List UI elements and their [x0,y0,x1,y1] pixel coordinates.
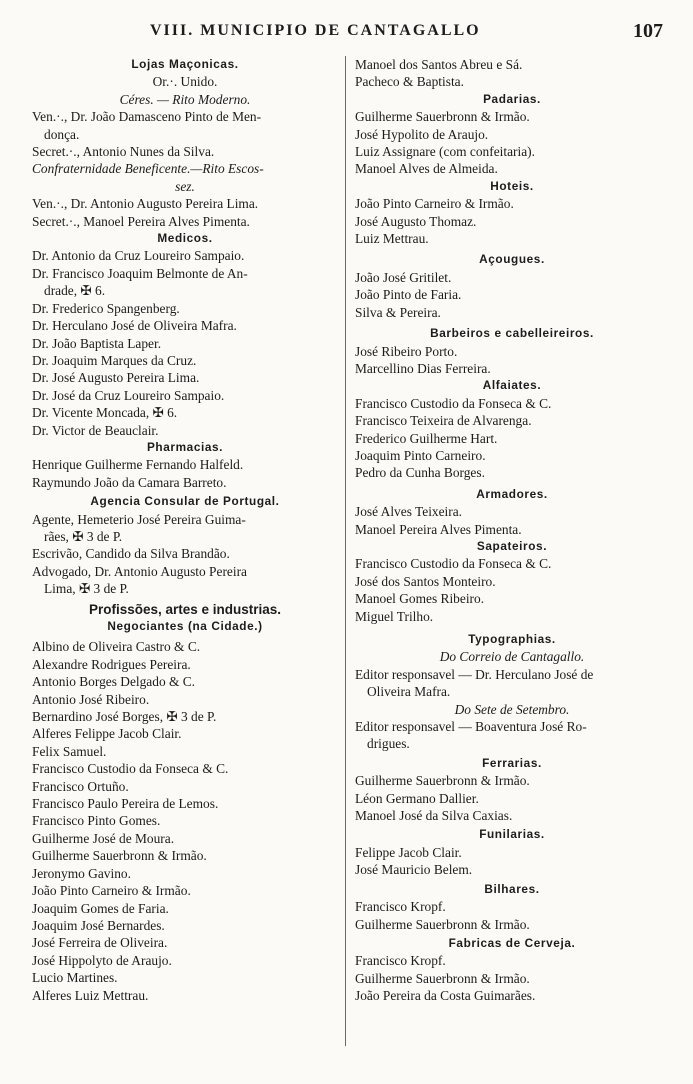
list-item: Francisco Paulo Pereira de Lemos. [32,796,219,812]
list-item: Dr. João Baptista Laper. [32,335,162,351]
list-item: Francisco Custodio da Fonseca & C. [355,395,552,411]
list-item: Dr. Victor de Beauclair. [32,422,159,438]
list-item: João Pinto Carneiro & Irmão. [355,196,514,212]
list-item: Francisco Pinto Gomes. [32,813,161,829]
list-item: Luiz Mettrau. [355,231,429,247]
list-item: Guilherme Sauerbronn & Irmão. [355,916,530,932]
section-heading-bilhares: Bilhares. [484,881,540,896]
list-item: Antonio Borges Delgado & C. [32,674,196,690]
list-item: Raymundo João da Camara Barreto. [32,474,227,490]
list-item: Editor responsavel — Boaventura José Ro- [355,719,587,735]
list-item: Silva & Pereira. [355,304,441,320]
list-item: José Ferreira de Oliveira. [32,935,168,951]
section-heading-hoteis: Hoteis. [490,178,534,193]
lojas-confrat: Confraternidade Beneficente.—Rito Escos- [32,161,264,177]
list-item: Lima, ✠ 3 de P. [44,581,129,597]
section-heading-acougues: Açougues. [479,252,545,267]
list-item: José dos Santos Monteiro. [355,573,496,589]
list-item: Guilherme Sauerbronn & Irmão. [355,109,530,125]
list-item: drigues. [367,736,410,752]
list-item: Dr. José Augusto Pereira Lima. [32,370,200,386]
list-item: Miguel Trilho. [355,608,434,624]
list-item: Dr. Frederico Spangenberg. [32,300,180,316]
list-item: José Augusto Thomaz. [355,213,477,229]
section-heading-barbeiros: Barbeiros e cabelleireiros. [430,326,594,341]
list-item: Marcellino Dias Ferreira. [355,360,491,376]
list-item: Léon Germano Dallier. [355,790,479,806]
list-item: rães, ✠ 3 de P. [44,528,123,544]
list-item: Ven.·., Dr. João Damasceno Pinto de Men- [32,109,262,125]
list-item: Dr. Joaquim Marques da Cruz. [32,352,197,368]
list-item: Manoel dos Santos Abreu e Sá. [355,57,523,72]
list-item: Guilherme Sauerbronn & Irmão. [32,848,207,864]
negociantes-list [30,638,340,1004]
section-heading-pharmacias: Pharmacias. [146,439,224,454]
list-item: Joaquim José Bernardes. [32,917,165,933]
list-item: José Hypolito de Araujo. [355,126,489,142]
list-item: Joaquim Pinto Carneiro. [355,447,486,463]
section-heading-armadores: Armadores. [476,486,548,501]
list-item: Manoel José da Silva Caxias. [355,808,513,824]
list-item: donça. [44,126,80,142]
list-item: José Alves Teixeira. [355,504,463,520]
list-item: Bernardino José Borges, ✠ 3 de P. [32,709,217,725]
list-item: Manoel Gomes Ribeiro. [355,591,485,607]
list-item: Oliveira Mafra. [367,684,451,700]
list-item: José Ribeiro Porto. [355,343,458,359]
list-item: Alferes Luiz Mettrau. [32,987,149,1003]
medicos-list [30,247,340,438]
right-column [353,56,671,1005]
list-item: José Hippolyto de Araujo. [32,952,172,968]
list-item: Pacheco & Baptista. [355,74,464,90]
list-item: Manoel Alves de Almeida. [355,161,498,177]
section-heading-typographias: Typographias. [468,632,556,646]
list-item: drade, ✠ 6. [44,283,106,299]
list-item: Escrivão, Candido da Silva Brandão. [32,546,230,562]
list-item: José Mauricio Belem. [355,862,473,878]
list-item: Francisco Kropf. [355,899,446,915]
list-item: Alexandre Rodrigues Pereira. [32,656,191,672]
list-item: Manoel Pereira Alves Pimenta. [355,521,522,537]
list-item: Albino de Oliveira Castro & C. [32,639,201,655]
list-item: Guilherme Sauerbronn & Irmão. [355,773,530,789]
list-item: Felix Samuel. [32,743,107,759]
list-item: Ven.·., Dr. Antonio Augusto Pereira Lima. [32,196,259,212]
list-item: Henrique Guilherme Fernando Halfeld. [32,457,244,473]
list-item: Secret.·., Antonio Nunes da Silva. [32,144,215,160]
column-divider [345,56,346,1046]
list-item: Alferes Felippe Jacob Clair. [32,726,182,742]
section-heading-alfaiates: Alfaiates. [482,378,542,393]
typo-subheading-correio: Do Correio de Cantagallo. [439,649,585,665]
lojas-ceres: Céres. — Rito Moderno. [119,91,251,107]
list-item: Agente, Hemeterio José Pereira Guima- [32,511,246,527]
list-item: Francisco Ortuño. [32,778,129,794]
page-header [0,20,693,48]
lojas-confrat-cont: sez. [175,178,195,194]
list-item: João Pinto Carneiro & Irmão. [32,883,191,899]
list-item: Editor responsavel — Dr. Herculano José de [355,666,594,682]
section-heading-agencia: Agencia Consular de Portugal. [90,494,280,509]
list-item: Lucio Martines. [32,970,118,986]
list-item: Francisco Custodio da Fonseca & C. [32,761,229,777]
list-item: Dr. Vicente Moncada, ✠ 6. [32,405,178,421]
list-item: Pedro da Cunha Borges. [355,465,485,481]
section-heading-cerveja: Fabricas de Cerveja. [448,935,576,950]
list-item: Antonio José Ribeiro. [32,691,150,707]
list-item: Guilherme Sauerbronn & Irmão. [355,970,530,986]
running-title: VIII. MUNICIPIO DE CANTAGALLO [150,22,481,39]
list-item: Dr. Francisco Joaquim Belmonte de An- [32,265,248,281]
section-heading-negociantes: Negociantes (na Cidade.) [107,619,263,633]
typo-subheading-sete: Do Sete de Setembro. [454,701,570,717]
list-item: Francisco Teixeira de Alvarenga. [355,413,532,429]
list-item: Secret.·., Manoel Pereira Alves Pimenta. [32,213,250,229]
lojas-or: Or.·. Unido. [152,74,218,90]
list-item: Francisco Kropf. [355,953,446,969]
list-item: Guilherme José de Moura. [32,830,175,846]
section-heading-lojas: Lojas Maçonicas. [131,57,239,71]
list-item: Dr. José da Cruz Loureiro Sampaio. [32,387,225,403]
list-item: Dr. Herculano José de Oliveira Mafra. [32,318,237,334]
section-heading-ferrarias: Ferrarias. [482,755,542,770]
list-item: Joaquim Gomes de Faria. [32,900,169,916]
list-item: Frederico Guilherme Hart. [355,430,498,446]
list-item: João José Gritilet. [355,269,452,285]
list-item: João Pereira da Costa Guimarães. [355,988,536,1004]
list-item: Dr. Antonio da Cruz Loureiro Sampaio. [32,248,245,264]
list-item: João Pinto de Faria. [355,287,462,303]
list-item: Felippe Jacob Clair. [355,844,462,860]
list-item: Jeronymo Gavino. [32,865,131,881]
section-heading-sapateiros: Sapateiros. [476,538,548,553]
section-heading-funilarias: Funilarias. [479,827,545,842]
page-number: 107 [633,20,663,42]
list-item: Francisco Custodio da Fonseca & C. [355,556,552,572]
left-column [30,56,340,1004]
list-item: Luiz Assignare (com confeitaria). [355,144,535,160]
section-heading-padarias: Padarias. [483,91,541,106]
section-heading-profissoes: Profissões, artes e industrias. [88,601,282,617]
list-item: Advogado, Dr. Antonio Augusto Pereira [32,563,247,579]
section-heading-medicos: Medicos. [157,231,213,246]
